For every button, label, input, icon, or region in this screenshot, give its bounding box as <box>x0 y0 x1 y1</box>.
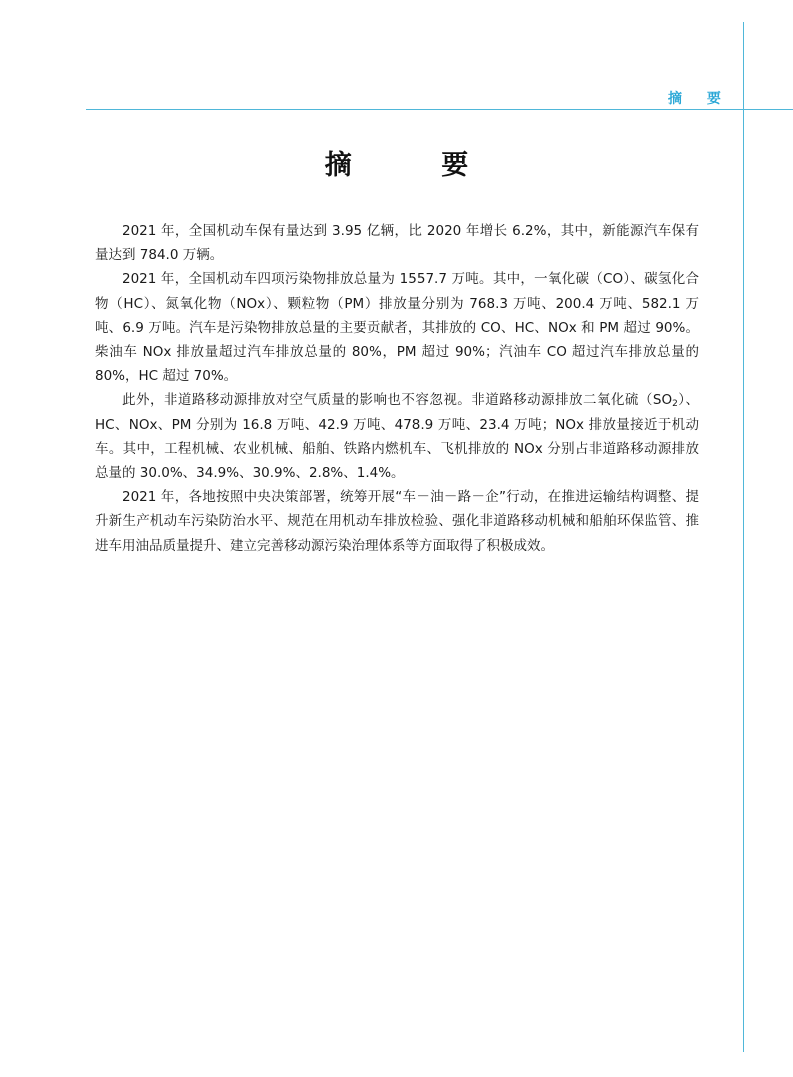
abstract-body <box>95 219 699 558</box>
page-title: 摘 要 <box>324 150 509 181</box>
paragraph-policy-actions: 2021 年，各地按照中央决策部署，统筹开展“车－油－路－企”行动，在推进运输结构调整、提升新生产机动车污染防治水平、规范在用机动车排放检验、强化非道路移动机械和船舶环保监管、推进车用油品质量提升、建立完善移动源污染治理体系等方面取得了积极成效。 <box>95 489 699 554</box>
paragraph-vehicle-ownership: 2021 年，全国机动车保有量达到 3.95 亿辆，比 2020 年增长 6.2%，其中，新能源汽车保有量达到 784.0 万辆。 <box>95 223 699 264</box>
header-rule <box>86 109 793 110</box>
running-header: 摘 要 <box>668 91 731 107</box>
so2-subscript: 2 <box>672 399 678 410</box>
paragraph-non-road-emissions <box>95 388 699 485</box>
paragraph-non-road-emissions-part1: 此外，非道路移动源排放对空气质量的影响也不容忽视。非道路移动源排放二氧化硫（SO <box>122 392 673 409</box>
paragraph-vehicle-emissions: 2021 年，全国机动车四项污染物排放总量为 1557.7 万吨。其中，一氧化碳（CO）、碳氢化合物（HC）、氮氧化物（NOx）、颗粒物（PM）排放量分别为 768.3 万吨、200.4 万吨、582.1 万吨、6.9 万吨。汽车是污染物排放总量的主要贡献者，其排放的 CO、HC、NOx 和 PM 超过 90%。柴油车 NOx 排放量超过汽车排放总量的 80%，PM 超过 90%；汽油车 CO 超过汽车排放总量的 80%，HC 超过 70%。 <box>95 271 699 385</box>
paragraph-non-road-emissions-part2: ）、HC、NOx、PM 分别为 16.8 万吨、42.9 万吨、478.9 万吨、23.4 万吨；NOx 排放量接近于机动车。其中，工程机械、农业机械、船舶、铁路内燃机车、飞机排放的 NOx 分别占非道路移动源排放总量的 30.0%、34.9%、30.9%、2.8%、1.4%。 <box>95 392 700 482</box>
